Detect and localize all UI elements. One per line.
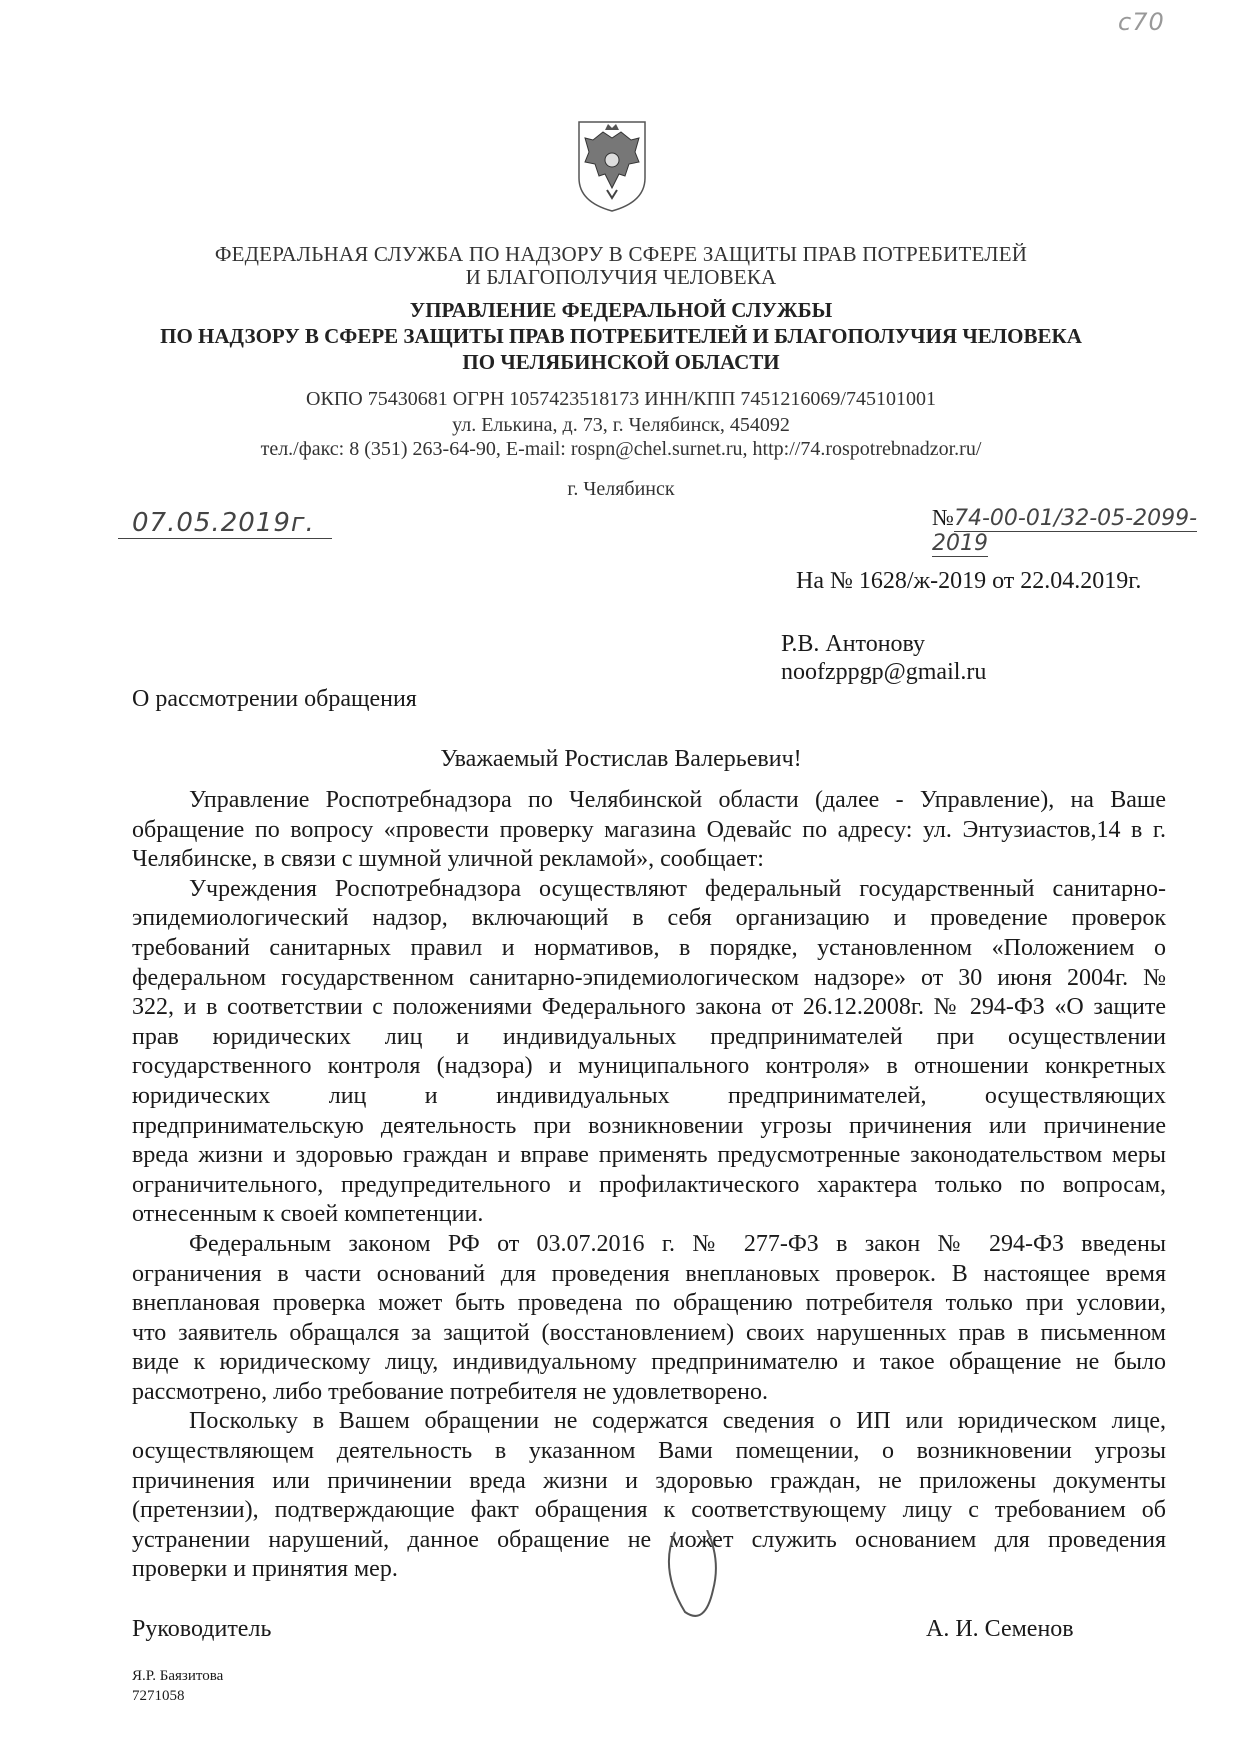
body-line: виде к юридическому лицу, индивидуальному предпринимателю и такое обращение не было bbox=[132, 1349, 1166, 1376]
body-line: предпринимательскую деятельность при возникновении угрозы причинения или причинение bbox=[132, 1112, 1166, 1139]
body-line: требований санитарных правил и нормативов, в порядке, установленном «Положением о bbox=[132, 934, 1166, 961]
document-date: 07.05.2019г. bbox=[118, 508, 332, 539]
body-line: что заявитель обращался за защитой (восстановлением) своих нарушенных прав в письменном bbox=[132, 1319, 1166, 1346]
executor-phone: 7271058 bbox=[132, 1688, 185, 1704]
body-line: вреда жизни и здоровью граждан и вправе применять предусмотренные законодательством меры bbox=[132, 1142, 1166, 1169]
document-number-value: 74-00-01/32-05-2099-2019 bbox=[932, 506, 1198, 556]
office-address: ул. Елькина, д. 73, г. Челябинск, 454092 bbox=[452, 414, 790, 436]
body-line: осуществляющем деятельность в указанном Вами помещении, о возникновении угрозы bbox=[132, 1438, 1166, 1465]
reply-reference: На № 1628/ж-2019 от 22.04.2019г. bbox=[796, 568, 1142, 594]
recipient-name: Р.В. Антонову bbox=[781, 631, 926, 657]
signatory-name: А. И. Семенов bbox=[926, 1616, 1074, 1642]
body-line: обращение по вопросу «провести проверку магазина Одевайс по адресу: ул. Энтузиастов,14 в г. bbox=[132, 816, 1166, 843]
body-line: Федеральным законом РФ от 03.07.2016 г. № 277-ФЗ в закон № 294-ФЗ введены bbox=[189, 1230, 1166, 1257]
office-name-line3: ПО ЧЕЛЯБИНСКОЙ ОБЛАСТИ bbox=[462, 350, 780, 374]
body-line: эпидемиологический надзор, включающий в себя организацию и проведение проверок bbox=[132, 905, 1166, 932]
body-line: внеплановая проверка может быть проведена по обращению потребителя только при условии, bbox=[132, 1290, 1166, 1317]
body-line: причинения или причинении вреда жизни и здоровью граждан, не приложены документы bbox=[132, 1467, 1166, 1494]
body-line: Учреждения Роспотребнадзора осуществляют федеральный государственный санитарно- bbox=[189, 875, 1166, 902]
signatory-position: Руководитель bbox=[132, 1616, 272, 1642]
body-line: юридических лиц и индивидуальных предпринимателей, осуществляющих bbox=[132, 1082, 1166, 1109]
state-emblem-icon bbox=[575, 118, 649, 214]
body-line: проверки и принятия мер. bbox=[132, 1556, 398, 1583]
office-contacts: тел./факс: 8 (351) 263-64-90, E-mail: rospn@chel.surnet.ru, http://74.rospotrebnadzor.ru/ bbox=[260, 438, 982, 460]
office-name-line2: ПО НАДЗОРУ В СФЕРЕ ЗАЩИТЫ ПРАВ ПОТРЕБИТЕЛЕЙ И БЛАГОПОЛУЧИЯ ЧЕЛОВЕКА bbox=[160, 324, 1082, 348]
body-line: ограничения в части оснований для проведения внеплановых проверок. В настоящее время bbox=[132, 1260, 1166, 1287]
signature-mark bbox=[655, 1530, 735, 1630]
body-line: устранении нарушений, данное обращение не может служить основанием для проведения bbox=[132, 1526, 1166, 1553]
body-line: федеральном государственном санитарно-эпидемиологическом надзоре» от 30 июня 2004г. № bbox=[132, 964, 1166, 991]
document-number bbox=[932, 505, 1242, 556]
city: г. Челябинск bbox=[567, 478, 675, 500]
body-line: Управление Роспотребнадзора по Челябинской области (далее - Управление), на Ваше bbox=[189, 787, 1166, 813]
letter-body bbox=[132, 786, 1166, 1585]
agency-name-line2: И БЛАГОПОЛУЧИЯ ЧЕЛОВЕКА bbox=[465, 265, 777, 289]
body-line: ограничительного, предупредительного и профилактического характера только по вопросам, bbox=[132, 1171, 1166, 1198]
letter-subject: О рассмотрении обращения bbox=[132, 686, 417, 712]
body-line: Поскольку в Вашем обращении не содержатся сведения о ИП или юридическом лице, bbox=[189, 1408, 1166, 1435]
body-line: рассмотрено, либо требование потребителя не удовлетворено. bbox=[132, 1378, 768, 1405]
executor-name: Я.Р. Баязитова bbox=[132, 1668, 224, 1684]
body-line: (претензии), подтверждающие факт обращения к соответствующему лицу с требованием об bbox=[132, 1497, 1166, 1524]
body-line: прав юридических лиц и индивидуальных предпринимателей при осуществлении bbox=[132, 1023, 1166, 1050]
body-line: отнесенным к своей компетенции. bbox=[132, 1201, 484, 1228]
office-name-line1: УПРАВЛЕНИЕ ФЕДЕРАЛЬНОЙ СЛУЖБЫ bbox=[409, 298, 833, 322]
body-line: Челябинске, в связи с шумной уличной рекламой», сообщает: bbox=[132, 846, 764, 873]
body-line: 322, и в соответствии с положениями Федерального закона от 26.12.2008г. № 294-ФЗ «О защите bbox=[132, 994, 1166, 1021]
registration-codes: ОКПО 75430681 ОГРН 1057423518173 ИНН/КПП 7451216069/745101001 bbox=[306, 388, 936, 410]
number-sign: № bbox=[932, 505, 954, 530]
recipient-email: noofzppgp@gmail.ru bbox=[781, 659, 987, 685]
corner-handwritten-mark: с70 bbox=[1118, 8, 1165, 36]
agency-name-line1: ФЕДЕРАЛЬНАЯ СЛУЖБА ПО НАДЗОРУ В СФЕРЕ ЗАЩИТЫ ПРАВ ПОТРЕБИТЕЛЕЙ bbox=[214, 242, 1028, 266]
body-line: государственного контроля (надзора) и муниципального контроля» в отношении конкретных bbox=[132, 1053, 1166, 1080]
salutation: Уважаемый Ростислав Валерьевич! bbox=[440, 746, 802, 772]
